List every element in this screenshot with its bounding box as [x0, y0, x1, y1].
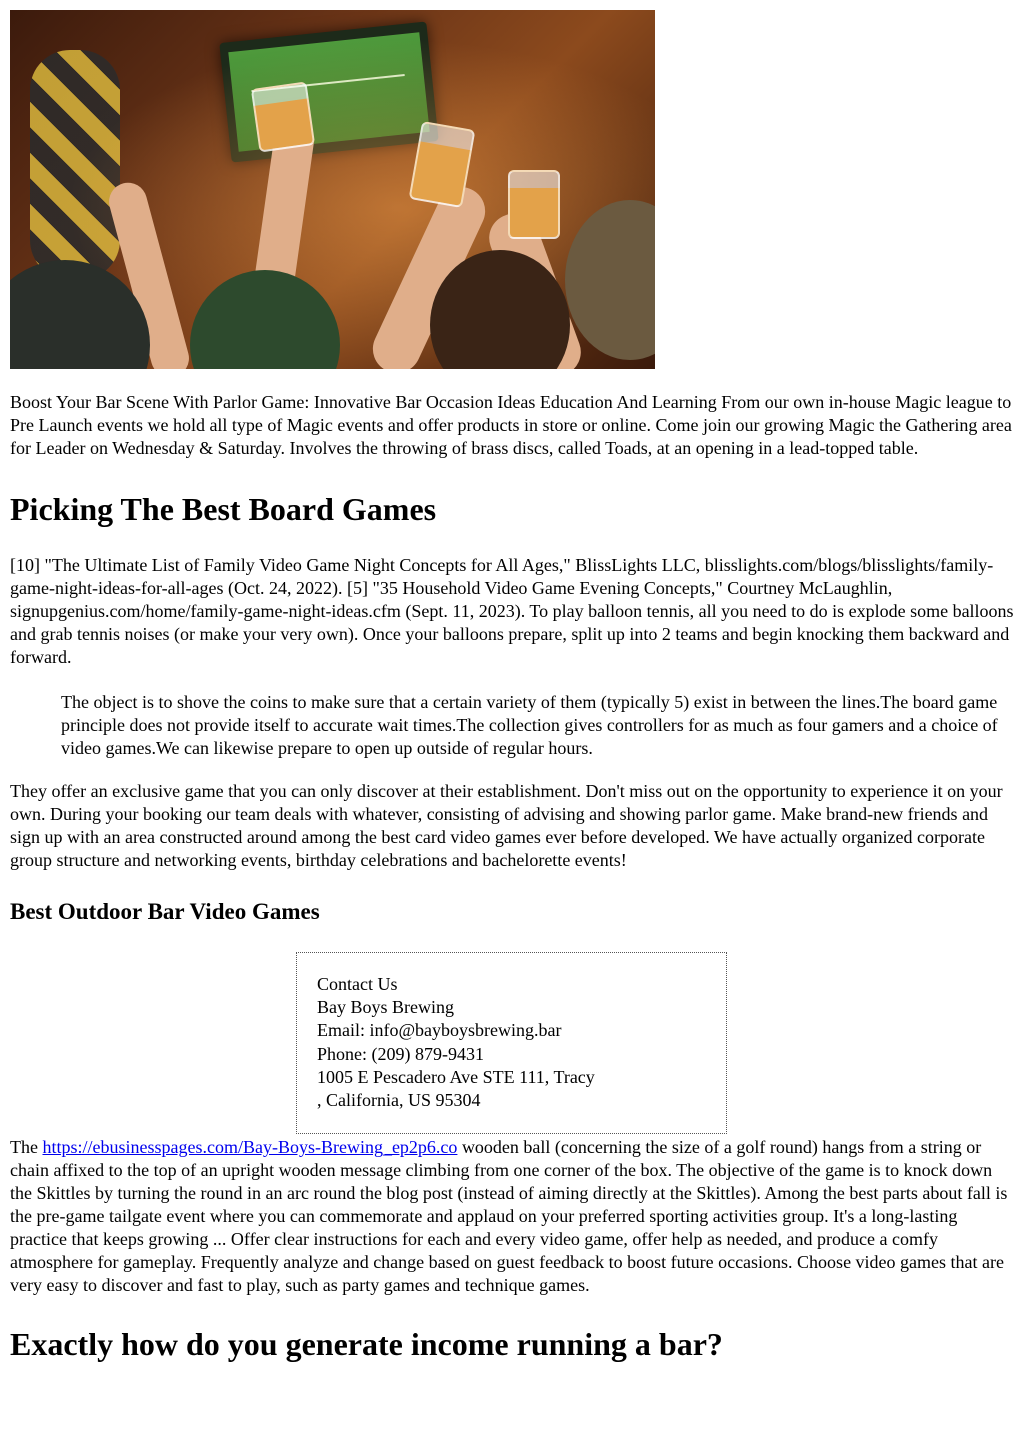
cocktail-glass	[251, 81, 315, 152]
contact-phone: Phone: (209) 879-9431	[317, 1043, 484, 1064]
article	[10, 10, 1014, 1389]
contact-title: Contact Us	[317, 974, 398, 994]
contact-address-line1: 1005 E Pescadero Ave STE 111, Tracy	[317, 1066, 595, 1087]
hero-image-bar-crowd-watching-soccer	[10, 10, 655, 369]
contact-business-name: Bay Boys Brewing	[317, 997, 454, 1018]
heading-generate-income-bar: Exactly how do you generate income running a bar?	[10, 1326, 723, 1362]
exclusive-game-paragraph: They offer an exclusive game that you can only discover at their establishment. Don't miss out on the opportunity to experience it on your own. During your booking our team deals with whatever, consisting of advising and showing parlor game. Make brand-new friends and sign up with an area constructed around among the best card video games ever before developed. We have actually organized corporate group structure and networking events, birthday celebrations and bachelorette events!	[10, 781, 1003, 870]
skittles-paragraph: The https://ebusinesspages.com/Bay-Boys-Brewing_ep2p6.co wooden ball (concerning the size of a golf round) hangs from a string or chain affixed to the top of an upright wooden message climbing from one corner of the box. The objective of the game is to knock down the Skittles by turning the round in an arc round the blog post (instead of aiming directly at the Skittles). Among the best parts about fall is the pre-game tailgate event where you can commemorate and applaud on your preferred sporting activities group. It's a long-lasting practice that keeps growing ... Offer clear instructions for each and every video game, offer help as needed, and produce a comfy atmosphere for gameplay. Frequently analyze and change based on guest feedback to boost future occasions. Choose video games that are very easy to discover and fast to play, such as party games and technique games.	[10, 1137, 1008, 1295]
intro-paragraph: Boost Your Bar Scene With Parlor Game: Innovative Bar Occasion Ideas Education And Learning From our own in-house Magic league to Pre Launch events we hold all type of Magic events and offer products in store or online. Come join our growing Magic the Gathering area for Leader on Wednesday & Saturday. Involves the throwing of brass discs, called Toads, at an opening in a lead-topped table.	[10, 392, 1012, 458]
beer-mug	[508, 170, 560, 239]
references-paragraph: [10] "The Ultimate List of Family Video Game Night Concepts for All Ages," BlissLights LLC, blisslights.com/blogs/blisslights/family-game-night-ideas-for-all-ages (Oct. 24, 2022). [5] "35 Household Video Game Evening Concepts," Courtney McLaughlin, signupgenius.com/home/family-game-night-ideas.cfm (Sept. 11, 2023). To play balloon tennis, all you need to do is explode some balloons and grab tennis noises (or make your very own). Once your balloons prepare, split up into 2 teams and begin knocking them backward and forward.	[10, 555, 1014, 667]
heading-best-outdoor-bar-video-games: Best Outdoor Bar Video Games	[10, 899, 320, 924]
business-listing-link[interactable]: https://ebusinesspages.com/Bay-Boys-Brewing_ep2p6.co	[42, 1137, 458, 1157]
contact-address-line2: , California, US 95304	[317, 1090, 481, 1111]
contact-box	[296, 952, 727, 1134]
heading-picking-best-board-games: Picking The Best Board Games	[10, 491, 437, 527]
blockquote: The object is to shove the coins to make sure that a certain variety of them (typically 5) exist in between the lines.The board game principle does not provide itself to accurate wait times.The collection gives controllers for as much as four gamers and a choice of video games.We can likewise prepare to open up outside of regular hours.	[61, 692, 998, 758]
contact-email: Email: info@bayboysbrewing.bar	[317, 1020, 562, 1041]
